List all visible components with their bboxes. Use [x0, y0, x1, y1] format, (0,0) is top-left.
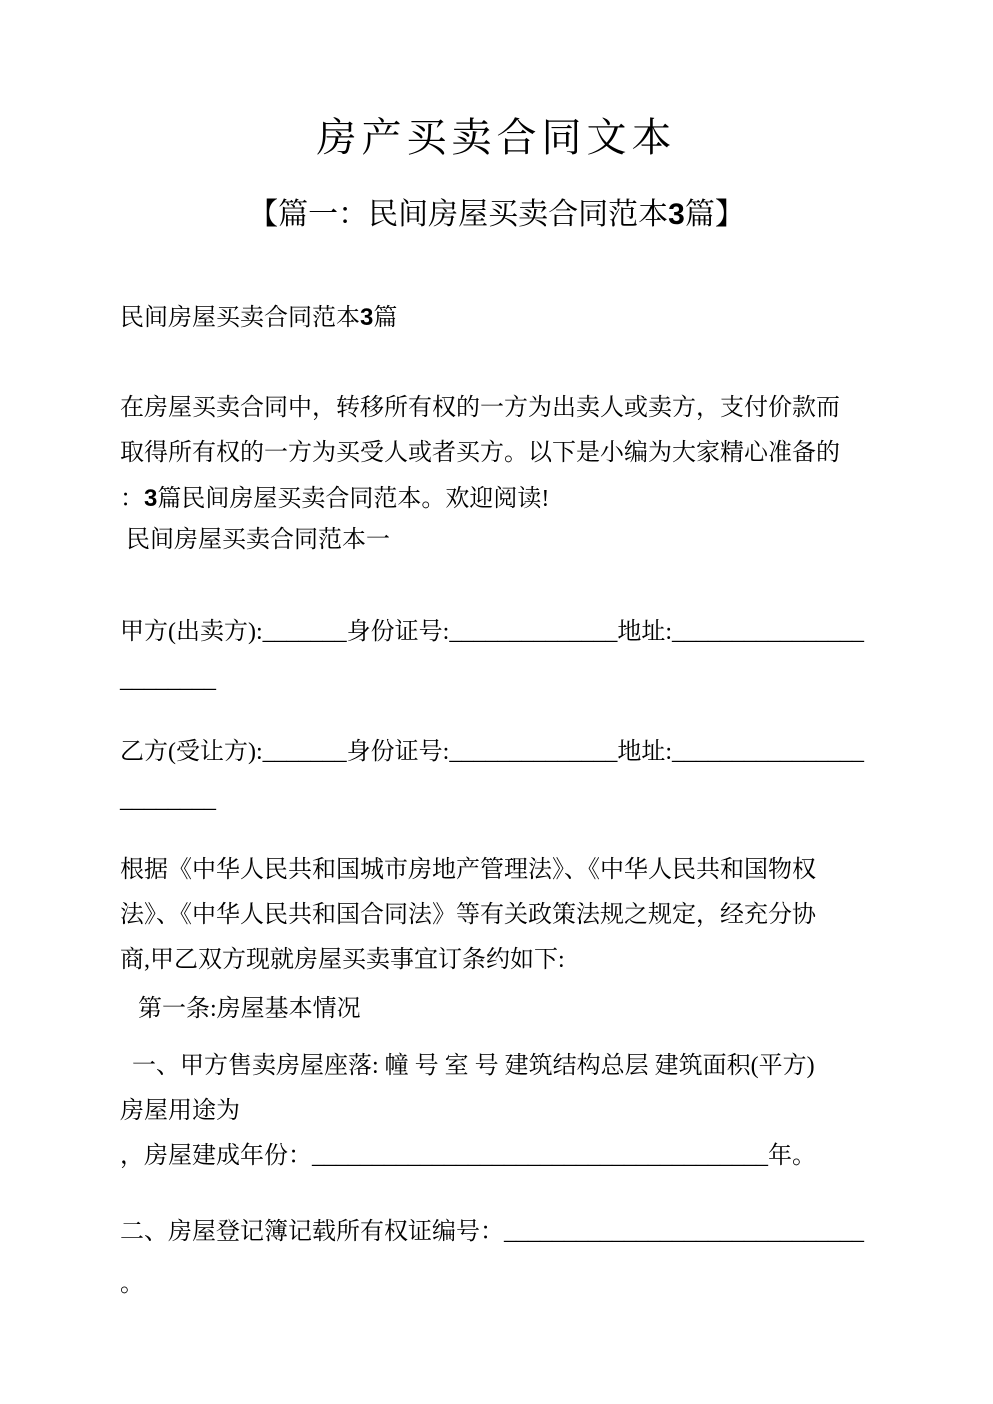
- text-segment: ________: [120, 787, 216, 813]
- text-segment: 3: [360, 304, 374, 331]
- text-line: [120, 1044, 892, 1089]
- text-segment: 二、房屋登记簿记载所有权证编号：______________________________: [120, 1219, 864, 1245]
- intro-heading: [120, 301, 892, 335]
- text-segment: 房屋用途为: [120, 1098, 240, 1124]
- text-line: [120, 728, 892, 776]
- text-line: [120, 1258, 892, 1310]
- text-line: [120, 386, 892, 431]
- text-segment: 在房屋买卖合同中，转移所有权的一方为出卖人或卖方，支付价款而: [120, 395, 840, 421]
- text-segment: 。: [120, 1271, 144, 1297]
- legal-basis-paragraph: [120, 848, 892, 983]
- text-segment: 取得所有权的一方为买受人或者买方。以下是小编为大家精心准备的: [120, 440, 840, 466]
- intro-paragraph: [120, 386, 892, 522]
- text-segment: 篇民间房屋买卖合同范本。欢迎阅读!: [157, 486, 550, 512]
- text-line: [120, 656, 892, 704]
- text-line: [120, 848, 892, 893]
- text-segment: 民间房屋买卖合同范本: [120, 305, 360, 331]
- text-segment: 3: [144, 485, 158, 512]
- text-segment: 法》、《中华人民共和国合同法》等有关政策法规之规定，经充分协: [120, 902, 816, 928]
- text-segment: 商,甲乙双方现就房屋买卖事宜订条约如下:: [120, 947, 565, 973]
- text-line: [120, 938, 892, 983]
- registration-item: [120, 1206, 892, 1310]
- text-segment: 篇】: [684, 198, 745, 231]
- section-heading: [0, 194, 993, 236]
- text-segment: 3: [668, 198, 685, 231]
- template-one-heading: 民间房屋买卖合同范本一: [120, 527, 390, 553]
- text-segment: 乙方(受让方):_______身份证号:______________地址:________________: [120, 739, 864, 765]
- text-line: [120, 776, 892, 824]
- text-segment: 根据《中华人民共和国城市房地产管理法》、《中华人民共和国物权: [120, 857, 816, 883]
- text-segment: ：: [120, 486, 144, 512]
- article-one-heading: 第一条:房屋基本情况: [120, 996, 361, 1022]
- text-line: [120, 893, 892, 938]
- text-line: [120, 608, 892, 656]
- text-segment: 【篇一：民间房屋买卖合同范本: [248, 198, 669, 231]
- party-b-fields: [120, 728, 892, 824]
- text-segment: ________: [120, 667, 216, 693]
- text-segment: 一、甲方售卖房屋座落: 幢 号 室 号 建筑结构总层 建筑面积(平方): [120, 1053, 815, 1079]
- page-title: 房产买卖合同文本: [316, 115, 677, 160]
- party-a-fields: [120, 608, 892, 704]
- text-segment: 甲方(出卖方):_______身份证号:______________地址:________________: [120, 619, 864, 645]
- house-info-item: [120, 1044, 892, 1179]
- text-line: [120, 1134, 892, 1179]
- text-line: [120, 431, 892, 476]
- text-line: [120, 476, 892, 522]
- text-line: [120, 1206, 892, 1258]
- text-segment: ，房屋建成年份：______________________________________年。: [120, 1143, 816, 1169]
- text-segment: 篇: [373, 305, 398, 331]
- text-line: [120, 1089, 892, 1134]
